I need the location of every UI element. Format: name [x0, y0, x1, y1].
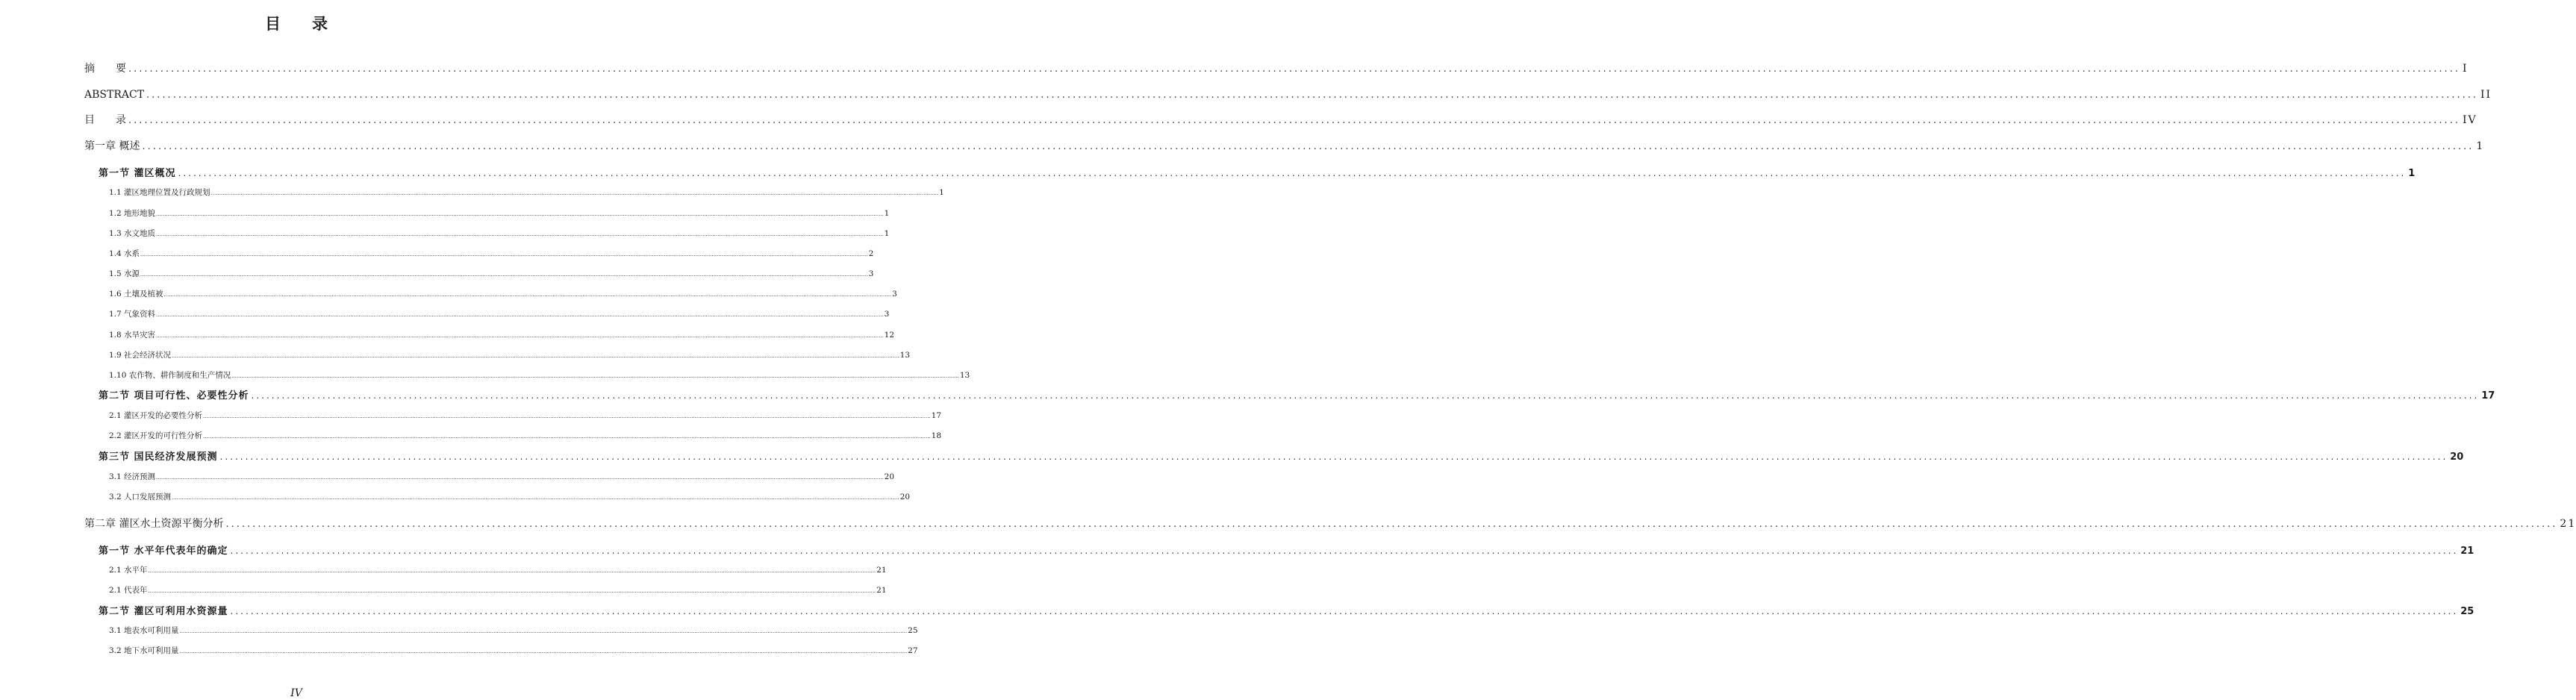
toc-entry-page: 1 [2408, 168, 2416, 179]
toc-entry-label: 3.1 经济预测 [109, 472, 156, 481]
toc-entry-label: 目 录 [84, 114, 126, 126]
toc-entry-subsection[interactable] [109, 228, 890, 240]
toc-entry-page: 21 [2460, 546, 2474, 557]
dot-leader: ...................................................................................................................................................................................................................................................................................................................................................................................................................................................... [156, 475, 884, 481]
toc-entry-page: 1 [2476, 140, 2485, 152]
toc-entry-page: 3 [868, 269, 874, 278]
toc-entry-page: 17 [931, 411, 942, 420]
dot-leader: ...................................................................................................................................................................................................................................................................................................................................................................................................................................................... [156, 211, 884, 217]
toc-entry-subsection[interactable] [109, 208, 890, 219]
toc-entry-label: 第三节 国民经济发展预测 [99, 451, 218, 463]
toc-entry-page: I [2462, 63, 2469, 75]
toc-entry-page: 18 [931, 431, 942, 440]
toc-entry-label: 第二节 灌区可利用水资源量 [99, 606, 228, 617]
toc-entry-label: 2.2 灌区开发的可行性分析 [109, 431, 203, 440]
toc-entry-label: 1.2 地形地貌 [109, 209, 156, 218]
toc-entry-subsection[interactable] [109, 431, 942, 442]
toc-entry-subsection[interactable] [109, 492, 911, 503]
toc-entry-page: 13 [899, 351, 911, 360]
toc-entry-label: 第一节 水平年代表年的确定 [99, 546, 228, 557]
dot-leader: ...................................................................................................................................................................................................................................................................................................................................................................................................................................................... [225, 519, 2558, 530]
dot-leader: ...................................................................................................................................................................................................................................................................................................................................................................................................................................................... [179, 649, 908, 654]
toc-entry-abstract-cn[interactable] [84, 61, 2469, 77]
dot-leader: ...................................................................................................................................................................................................................................................................................................................................................................................................................................................... [148, 568, 876, 574]
toc-entry-label: 摘 要 [84, 63, 126, 75]
dot-leader: ...................................................................................................................................................................................................................................................................................................................................................................................................................................................... [156, 333, 884, 339]
toc-entry-chapter-1[interactable] [84, 139, 2485, 154]
dot-leader: ...................................................................................................................................................................................................................................................................................................................................................................................................................................................... [203, 434, 931, 440]
toc-entry-page: II [2480, 89, 2492, 101]
toc-entry-subsection[interactable] [109, 646, 918, 657]
toc-entry-subsection[interactable] [109, 187, 944, 199]
dot-leader: ...................................................................................................................................................................................................................................................................................................................................................................................................................................................... [219, 451, 2448, 462]
toc-entry-subsection[interactable] [109, 565, 887, 576]
toc-entry-page: 1 [939, 188, 944, 197]
toc-entry-label: 1.7 气象资料 [109, 310, 156, 319]
toc-entry-label: 1.3 水文地质 [109, 229, 156, 238]
toc-entry-section[interactable] [99, 389, 2495, 403]
toc-entry-contents[interactable] [84, 113, 2477, 128]
dot-leader: ...................................................................................................................................................................................................................................................................................................................................................................................................................................................... [140, 251, 868, 257]
toc-entry-abstract-en[interactable] [84, 87, 2492, 103]
dot-leader: ...................................................................................................................................................................................................................................................................................................................................................................................................................................................... [230, 546, 2459, 556]
toc-entry-label: 1.1 灌区地理位置及行政规划 [109, 188, 210, 197]
toc-entry-label: 3.1 地表水可利用量 [109, 626, 179, 635]
dot-leader: ...................................................................................................................................................................................................................................................................................................................................................................................................................................................... [128, 115, 2460, 126]
toc-entry-page: 3 [892, 290, 897, 299]
toc-entry-page: 25 [2460, 606, 2474, 617]
toc-entry-label: 第二章 灌区水土资源平衡分析 [84, 518, 224, 530]
toc-entry-section[interactable] [99, 450, 2464, 464]
dot-leader: ...................................................................................................................................................................................................................................................................................................................................................................................................................................................... [210, 190, 939, 196]
toc-entry-subsection[interactable] [109, 410, 942, 422]
toc-entry-label: 1.6 土壤及植被 [109, 290, 163, 299]
toc-entry-label: 3.2 地下水可利用量 [109, 646, 179, 655]
toc-entry-label: 第一章 概述 [84, 140, 140, 152]
toc-entry-label: 1.5 水源 [109, 269, 140, 278]
toc-entry-subsection[interactable] [109, 249, 874, 260]
toc-entry-page: 21 [876, 586, 887, 595]
toc-entry-page: IV [2462, 114, 2477, 126]
toc-entry-page: 20 [2450, 451, 2464, 463]
toc-entry-label: 第二节 项目可行性、必要性分析 [99, 390, 249, 401]
dot-leader: ...................................................................................................................................................................................................................................................................................................................................................................................................................................................... [156, 231, 884, 237]
toc-entry-section[interactable] [99, 166, 2416, 181]
toc-entry-page: 21 [2560, 518, 2576, 530]
toc-entry-subsection[interactable] [109, 289, 897, 300]
toc-entry-label: 第一节 灌区概况 [99, 168, 176, 179]
dot-leader: ...................................................................................................................................................................................................................................................................................................................................................................................................................................................... [203, 413, 931, 419]
page-title: 目 录 [265, 15, 328, 33]
toc-entry-label: 2.1 代表年 [109, 586, 148, 595]
toc-entry-label: 2.1 灌区开发的必要性分析 [109, 411, 203, 420]
dot-leader: ...................................................................................................................................................................................................................................................................................................................................................................................................................................................... [163, 292, 892, 298]
toc-entry-label: 1.10 农作物、耕作制度和生产情况 [109, 371, 231, 380]
toc-entry-label: 1.8 水旱灾害 [109, 331, 156, 340]
toc-entry-subsection[interactable] [109, 370, 970, 381]
toc-entry-label: ABSTRACT [84, 89, 145, 101]
toc-entry-page: 21 [876, 566, 887, 575]
dot-leader: ...................................................................................................................................................................................................................................................................................................................................................................................................................................................... [178, 168, 2407, 178]
dot-leader: ...................................................................................................................................................................................................................................................................................................................................................................................................................................................... [230, 606, 2459, 616]
toc-entry-page: 2 [868, 249, 874, 258]
dot-leader: ...................................................................................................................................................................................................................................................................................................................................................................................................................................................... [172, 495, 899, 501]
toc-entry-page: 13 [959, 371, 970, 380]
toc-entry-page: 25 [908, 626, 918, 635]
dot-leader: ...................................................................................................................................................................................................................................................................................................................................................................................................................................................... [140, 272, 868, 278]
dot-leader: ...................................................................................................................................................................................................................................................................................................................................................................................................................................................... [251, 390, 2480, 401]
toc-entry-chapter-2[interactable] [84, 516, 2576, 532]
dot-leader: ...................................................................................................................................................................................................................................................................................................................................................................................................................................................... [179, 628, 908, 634]
toc-entry-page: 3 [884, 310, 890, 319]
toc-entry-label: 1.4 水系 [109, 249, 140, 258]
toc-entry-page: 12 [884, 331, 895, 340]
toc-entry-page: 20 [884, 472, 895, 481]
dot-leader: ...................................................................................................................................................................................................................................................................................................................................................................................................................................................... [172, 353, 899, 359]
dot-leader: ...................................................................................................................................................................................................................................................................................................................................................................................................................................................... [148, 588, 876, 594]
dot-leader: ...................................................................................................................................................................................................................................................................................................................................................................................................................................................... [128, 63, 2460, 75]
dot-leader: ...................................................................................................................................................................................................................................................................................................................................................................................................................................................... [231, 373, 959, 379]
toc-entry-page: 27 [908, 646, 918, 655]
dot-leader: ...................................................................................................................................................................................................................................................................................................................................................................................................................................................... [142, 141, 2474, 152]
toc-entry-page: 1 [884, 229, 890, 238]
dot-leader: ...................................................................................................................................................................................................................................................................................................................................................................................................................................................... [146, 90, 2478, 101]
toc-entry-subsection[interactable] [109, 625, 918, 637]
toc-entry-subsection[interactable] [109, 585, 887, 596]
toc-entry-page: 17 [2481, 390, 2495, 401]
toc-entry-label: 1.9 社会经济状况 [109, 351, 172, 360]
toc-entry-subsection[interactable] [109, 309, 890, 320]
toc-entry-section[interactable] [99, 544, 2474, 558]
toc-entry-subsection[interactable] [109, 330, 895, 341]
toc-entry-subsection[interactable] [109, 269, 874, 280]
dot-leader: ...................................................................................................................................................................................................................................................................................................................................................................................................................................................... [156, 312, 884, 318]
toc-entry-label: 2.1 水平年 [109, 566, 148, 575]
toc-entry-page: 1 [884, 209, 890, 218]
toc-entry-page: 20 [899, 493, 911, 501]
toc-entry-section[interactable] [99, 604, 2474, 619]
footer-page-number: IV [290, 687, 302, 699]
toc-entry-subsection[interactable] [109, 350, 911, 361]
toc-entry-subsection[interactable] [109, 472, 895, 483]
toc-entry-label: 3.2 人口发展预测 [109, 493, 172, 501]
